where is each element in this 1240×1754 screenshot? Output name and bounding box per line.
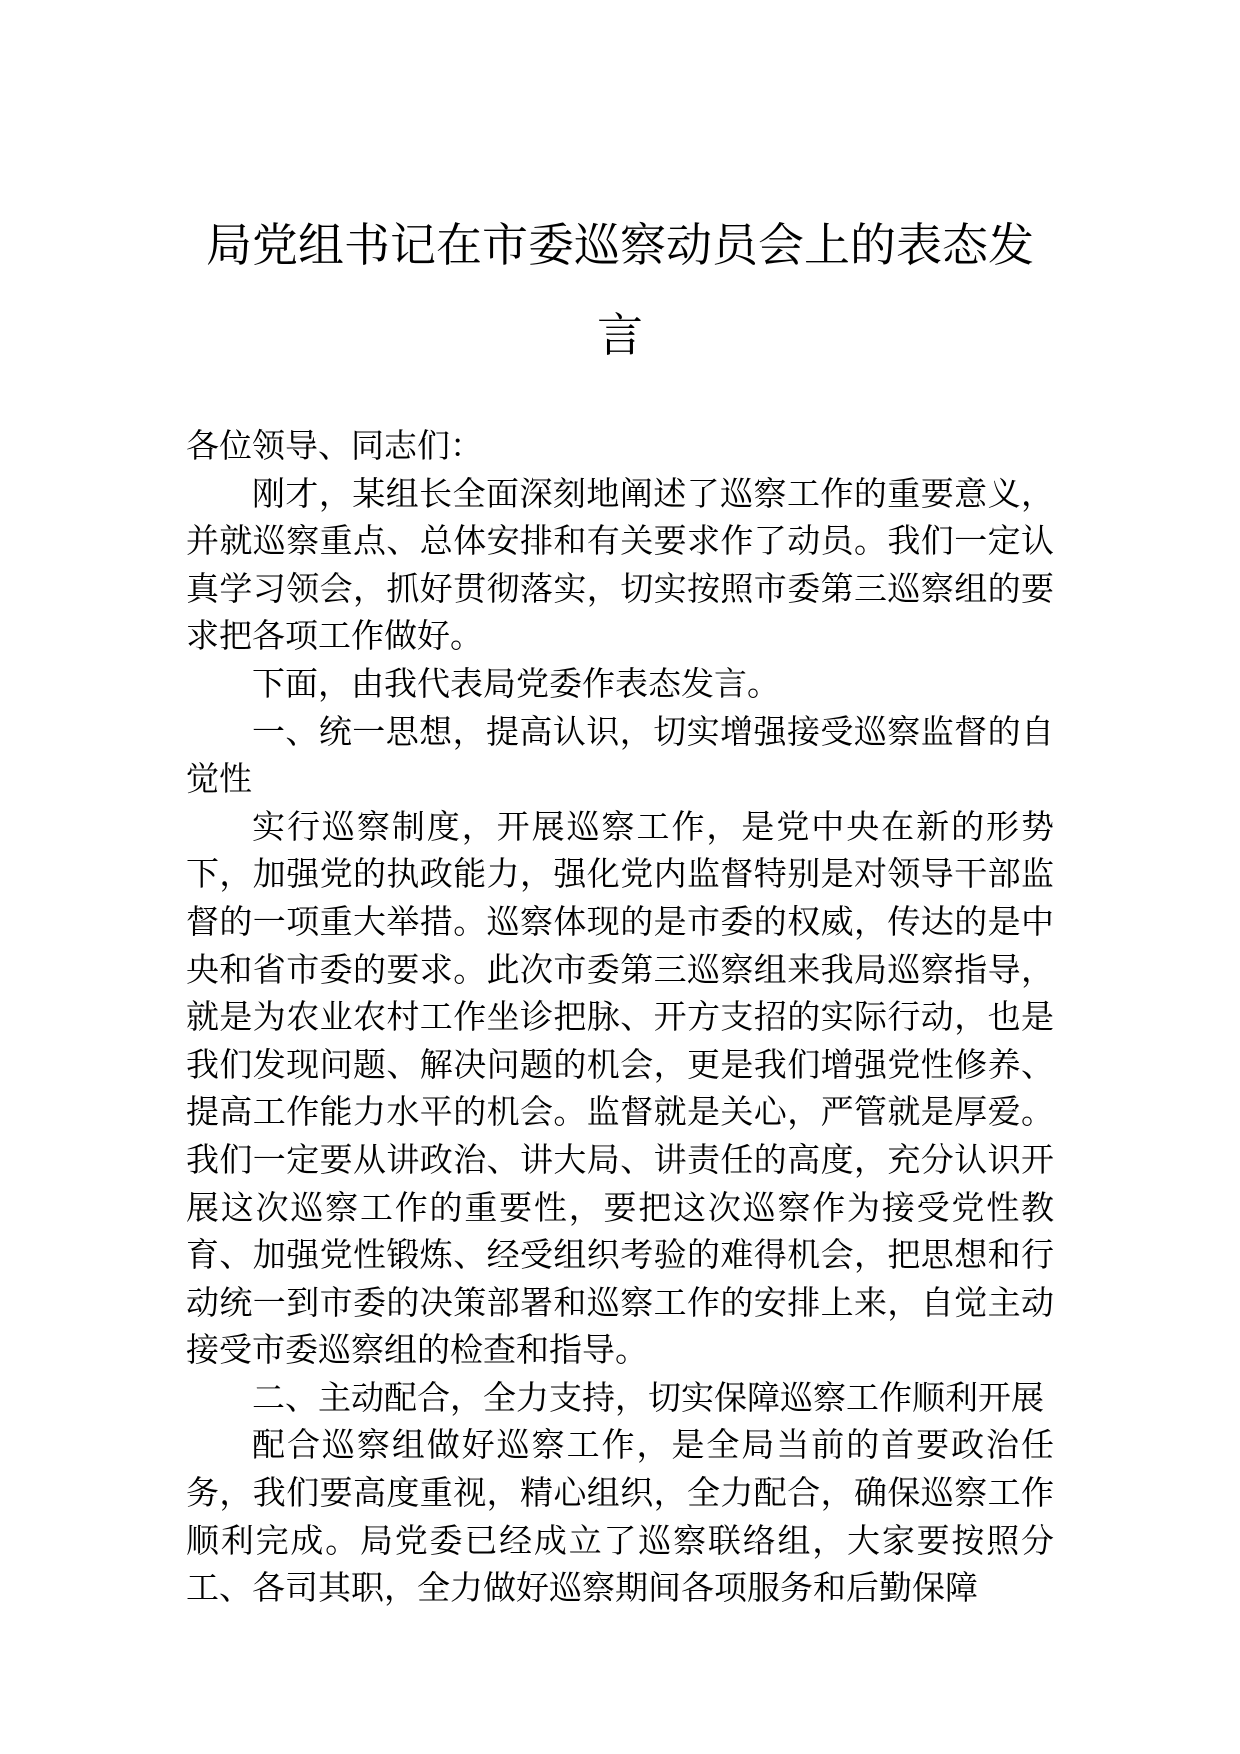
salutation: 各位领导、同志们：: [186, 426, 483, 465]
document-title: 局党组书记在市委巡察动员会上的表态发言: [206, 218, 1034, 362]
section-heading-2: 二、主动配合，全力支持，切实保障巡察工作顺利开展: [252, 1377, 1044, 1417]
paragraph-opening: 刚才，某组长全面深刻地阐述了巡察工作的重要意义，并就巡察重点、总体安排和有关要求作了动员。我们一定认真学习领会，抓好贯彻落实，切实按照市委第三巡察组的要求把各项工作做好。: [186, 473, 1054, 656]
paragraph-intro: 下面，由我代表局党委作表态发言。: [252, 663, 780, 703]
paragraph-section-1: 实行巡察制度，开展巡察工作，是党中央在新的形势下，加强党的执政能力，强化党内监督特别是对领导干部监督的一项重大举措。巡察体现的是市委的权威，传达的是中央和省市委的要求。此次市委第三巡察组来我局巡察指导，就是为农业农村工作坐诊把脉、开方支招的实际行动，也是我们发现问题、解决问题的机会，更是我们增强党性修养、提高工作能力水平的机会。监督就是关心，严管就是厚爱。我们一定要从讲政治、讲大局、讲责任的高度，充分认识开展这次巡察工作的重要性，要把这次巡察作为接受党性教育、加强党性锻炼、经受组织考验的难得机会，把思想和行动统一到市委的决策部署和巡察工作的安排上来，自觉主动接受市委巡察组的检查和指导。: [186, 806, 1054, 1370]
document-body: [186, 422, 1054, 1612]
section-heading-1: 一、统一思想，提高认识，切实增强接受巡察监督的自觉性: [186, 711, 1054, 799]
paragraph-section-2: 配合巡察组做好巡察工作，是全局当前的首要政治任务，我们要高度重视，精心组织，全力配合，确保巡察工作顺利完成。局党委已经成立了巡察联络组，大家要按照分工、各司其职，全力做好巡察期间各项服务和后勤保障: [186, 1425, 1054, 1608]
